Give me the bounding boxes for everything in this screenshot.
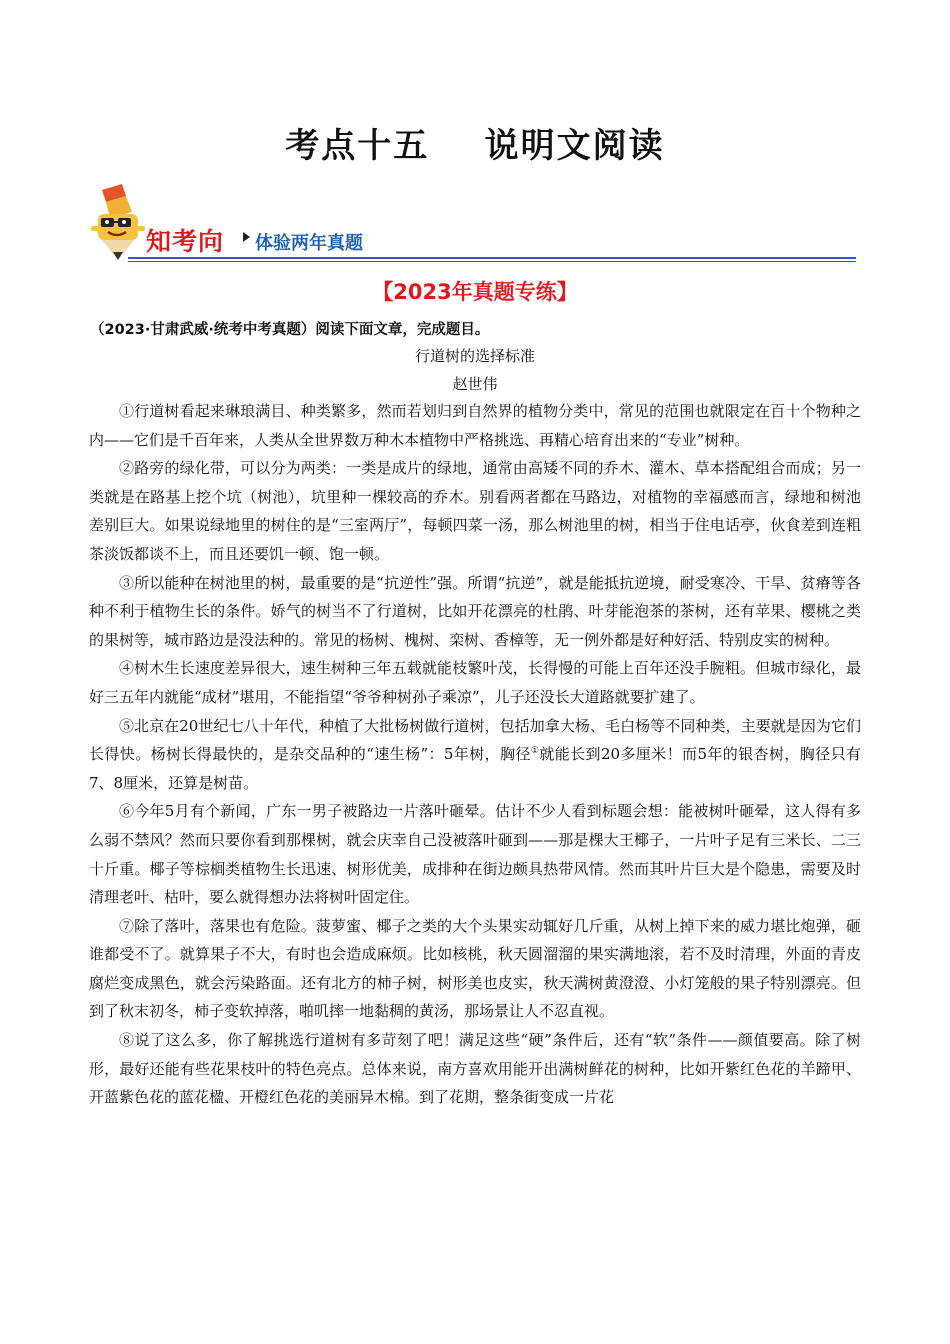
banner-sub-label: 体验两年真题 bbox=[255, 233, 363, 254]
paragraph-4: ④树木生长速度差异很大，速生树种三年五载就能枝繁叶茂，长得慢的可能上百年还没手腕粗。但城市绿化，最好三五年内就能“成材”堪用，不能指望“爷爷种树孙子乘凉”，儿子还没长大道路就要扩建了。 bbox=[89, 659, 861, 706]
paragraph-5 bbox=[89, 712, 861, 798]
section-banner bbox=[88, 182, 858, 262]
footnote-marker: ① bbox=[530, 746, 540, 757]
paragraph-3: ③所以能种在树池里的树，最重要的是“抗逆性”强。所谓“抗逆”，就是能抵抗逆境，耐受寒冷、干旱、贫瘠等各种不利于植物生长的条件。娇气的树当不了行道树，比如开花漂亮的杜鹃、叶芽能泡茶的茶树，还有苹果、樱桃之类的果树等，城市路边是没法种的。常见的杨树、槐树、栾树、香樟等，无一例外都是好种好活、特别皮实的树种。 bbox=[89, 573, 861, 649]
paragraph-1: ①行道树看起来琳琅满目、种类繁多，然而若划归到自然界的植物分类中，常见的范围也就限定在百十个物种之内——它们是千百年来，人类从全世界数万种木本植物中严格挑选、再精心培育出来的“专业”树种。 bbox=[89, 402, 861, 449]
pencil-mascot-icon bbox=[88, 182, 150, 262]
page-title: 考点十五 说明文阅读 bbox=[285, 126, 665, 166]
article-author: 赵世伟 bbox=[452, 375, 498, 393]
banner-arrow-icon bbox=[243, 232, 250, 242]
article-title: 行道树的选择标准 bbox=[414, 347, 535, 365]
banner-divider bbox=[128, 257, 856, 259]
paragraph-8: ⑧说了这么多，你了解挑选行道树有多苛刻了吧！满足这些“硬”条件后，还有“软”条件——颜值要高。除了树形，最好还能有些花果枝叶的特色亮点。总体来说，南方喜欢用能开出满树鲜花的树种，比如开紫红色花的羊蹄甲、开蓝紫色花的蓝花楹、开橙红色花的美丽异木棉。到了花期，整条街变成一片花 bbox=[89, 1031, 861, 1107]
article-body bbox=[89, 397, 861, 1112]
question-source: （2023·甘肃武威·统考中考真题）阅读下面文章，完成题目。 bbox=[90, 322, 490, 338]
paragraph-5-tail: 就能长到20多厘米！而5年的银杏树，胸径只有7、8厘米，还算是树苗。 bbox=[89, 745, 861, 792]
paragraph-2: ②路旁的绿化带，可以分为两类：一类是成片的绿地，通常由高矮不同的乔木、灌木、草本搭配组合而成；另一类就是在路基上挖个坑（树池），坑里种一棵较高的乔木。别看两者都在马路边，对植物的幸福感而言，绿地和树池差别巨大。如果说绿地里的树住的是“三室两厅”，每顿四菜一汤，那么树池里的树，相当于住电话亭，伙食差到连粗茶淡饭都谈不上，而且还要饥一顿、饱一顿。 bbox=[89, 459, 861, 563]
paragraph-5-text: ⑤北京在20世纪七八十年代，种植了大批杨树做行道树，包括加拿大杨、毛白杨等不同种类，主要就是因为它们长得快。杨树长得最快的，是杂交品种的“速生杨”：5年树，胸径 bbox=[89, 716, 861, 764]
paragraph-6: ⑥今年5月有个新闻，广东一男子被路边一片落叶砸晕。估计不少人看到标题会想：能被树叶砸晕，这人得有多么弱不禁风？然而只要你看到那棵树，就会庆幸自己没被落叶砸到——那是棵大王椰子，一片叶子足有三米长、二三十斤重。椰子等棕榈类植物生长迅速、树形优美，成排种在街边颇具热带风情。然而其叶片巨大是个隐患，需要及时清理老叶、枯叶，要么就得想办法将树叶固定住。 bbox=[89, 802, 861, 907]
paragraph-7: ⑦除了落叶，落果也有危险。菠萝蜜、椰子之类的大个头果实动辄好几斤重，从树上掉下来的威力堪比炮弹，砸谁都受不了。就算果子不大，有时也会造成麻烦。比如核桃，秋天圆溜溜的果实满地滚，若不及时清理，外面的青皮腐烂变成黑色，就会污染路面。还有北方的柿子树，树形美也皮实，秋天满树黄澄澄、小灯笼般的果子特别漂亮。但到了秋末初冬，柿子变软掉落，啪叽摔一地黏稠的黄汤，那场景让人不忍直视。 bbox=[89, 916, 861, 1021]
section-heading: 【2023年真题专练】 bbox=[372, 280, 578, 304]
banner-main-label: 知考向 bbox=[146, 227, 225, 256]
banner-divider-thin bbox=[128, 261, 856, 262]
